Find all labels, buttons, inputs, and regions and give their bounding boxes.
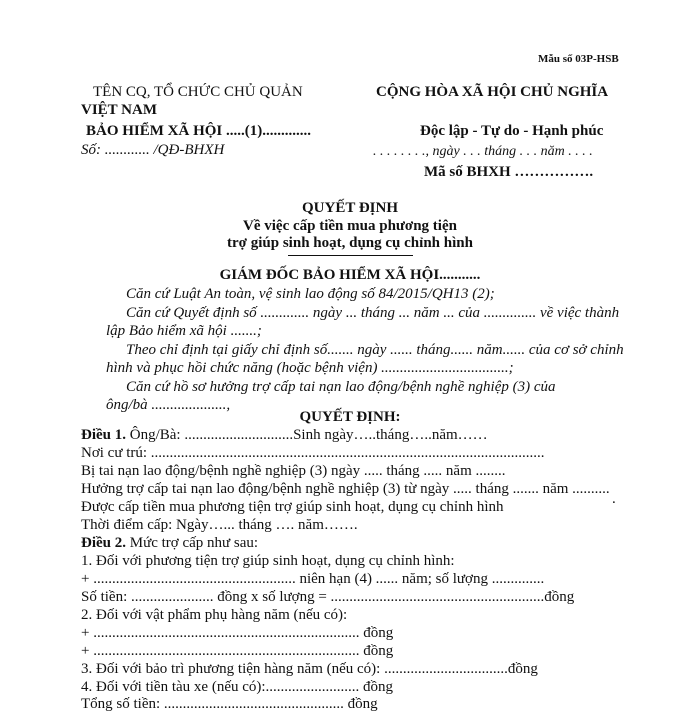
issuing-authority: GIÁM ĐỐC BẢO HIỂM XÃ HỘI........... bbox=[219, 267, 481, 283]
residence-line: Nơi cư trú: ......................................................................................................... bbox=[81, 445, 545, 461]
article-2-item: 3. Đối với bảo trì phương tiện hàng năm (nếu có): .................................đồng bbox=[81, 661, 538, 677]
article-1-label: Điều 1. bbox=[81, 427, 126, 443]
margin-dot: . bbox=[612, 491, 616, 507]
place-date-line: . . . . . . . ., ngày . . . tháng . . . năm . . . . bbox=[373, 144, 593, 159]
article-2-item: 2. Đối với vật phẩm phụ hàng năm (nếu có): bbox=[81, 607, 348, 623]
document-subtitle-2: trợ giúp sinh hoạt, dụng cụ chỉnh hình bbox=[227, 235, 473, 251]
preamble-line: Căn cứ Quyết định số ............. ngày ... tháng ... năm ... của .............. về việc thành bbox=[126, 305, 620, 321]
article-2-item: 4. Đối với tiền tàu xe (nếu có):......................... đồng bbox=[81, 679, 394, 695]
national-title: CỘNG HÒA XÃ HỘI CHỦ NGHĨA bbox=[376, 84, 609, 100]
preamble-line: ông/bà ...................., bbox=[106, 397, 231, 413]
article-2-label: Điều 2. bbox=[81, 535, 126, 551]
article-2-item: + ....................................................................... đồng bbox=[81, 643, 394, 659]
article-2-line bbox=[81, 536, 258, 551]
preamble-line: Theo chỉ định tại giấy chỉ định số....... ngày ...... tháng...... năm...... của cơ sở chỉnh bbox=[126, 342, 624, 358]
article-1-name-dob: Ông/Bà: .............................Sinh ngày…..tháng…..năm…… bbox=[126, 427, 488, 443]
title-underline bbox=[288, 255, 413, 256]
form-code: Mẫu số 03P-HSB bbox=[538, 53, 619, 65]
accident-date-line: Bị tai nạn lao động/bệnh nghề nghiệp (3) ngày ..... tháng ..... năm ........ bbox=[81, 463, 506, 479]
preamble-line: Căn cứ Luật An toàn, vệ sinh lao động số 84/2015/QH13 (2); bbox=[126, 286, 495, 302]
article-1-line bbox=[81, 428, 488, 443]
article-2-item: 1. Đối với phương tiện trợ giúp sinh hoạt, dụng cụ chỉnh hình: bbox=[81, 553, 455, 569]
article-2-intro: Mức trợ cấp như sau: bbox=[126, 535, 259, 551]
preamble-line: lập Bảo hiểm xã hội .......; bbox=[106, 323, 262, 339]
document-number: Số: ............ /QĐ-BHXH bbox=[81, 142, 225, 158]
document-title: QUYẾT ĐỊNH bbox=[302, 200, 398, 216]
preamble-line: hình và phục hồi chức năng (hoặc bệnh viện) ..................................; bbox=[106, 360, 514, 376]
header-country: VIỆT NAM bbox=[81, 102, 157, 118]
grant-time-line: Thời điểm cấp: Ngày…... tháng …. năm……. bbox=[81, 517, 358, 533]
benefit-start-line: Hưởng trợ cấp tai nạn lao động/bệnh nghề nghiệp (3) từ ngày ..... tháng ....... năm .......... bbox=[81, 481, 610, 497]
article-2-item: + ...................................................... niên hạn (4) ...... năm; số lượng .............. bbox=[81, 571, 545, 587]
document-subtitle-1: Về việc cấp tiền mua phương tiện bbox=[243, 218, 457, 234]
decision-heading: QUYẾT ĐỊNH: bbox=[299, 409, 401, 425]
article-2-item: + ....................................................................... đồng bbox=[81, 625, 394, 641]
total-amount-line: Tổng số tiền: ................................................ đồng bbox=[81, 696, 378, 712]
header-agency-name: BẢO HIỂM XÃ HỘI .....(1)............. bbox=[86, 123, 311, 139]
article-2-item: Số tiền: ...................... đồng x số lượng = .........................................................đồng bbox=[81, 589, 575, 605]
national-motto: Độc lập - Tự do - Hạnh phúc bbox=[420, 123, 604, 139]
preamble-line: Căn cứ hồ sơ hưởng trợ cấp tai nạn lao động/bệnh nghề nghiệp (3) của bbox=[126, 379, 556, 395]
social-insurance-code: Mã số BHXH ……………. bbox=[424, 164, 594, 180]
grant-description-line: Được cấp tiền mua phương tiện trợ giúp sinh hoạt, dụng cụ chỉnh hình bbox=[81, 499, 504, 515]
header-agency-parent: TÊN CQ, TỔ CHỨC CHỦ QUẢN bbox=[93, 84, 303, 100]
